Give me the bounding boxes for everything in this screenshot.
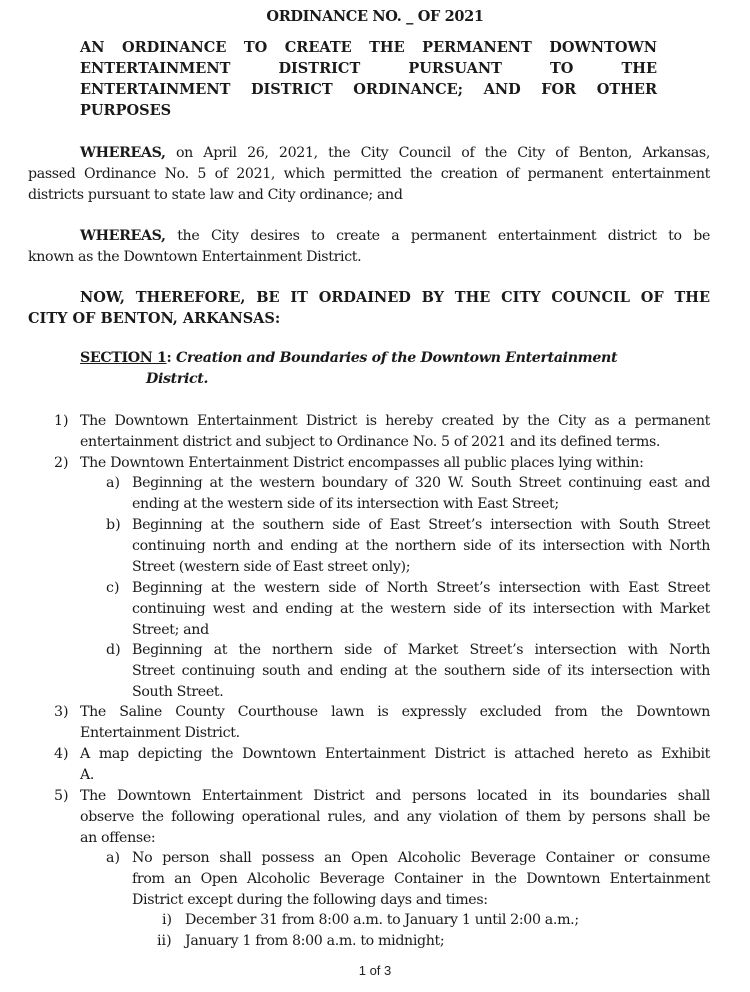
whereas-1-line: passed Ordinance No. 5 of 2021, which permitted the creation of permanent entertainment [28,166,710,182]
sub-item-text: Beginning at the western boundary of 320 W. South Street continuing east and [132,475,710,491]
roman-numeral: ii) [157,933,172,949]
list-item-text: The Saline County Courthouse lawn is expressly excluded from the Downtown [80,704,710,720]
list-number: 5) [54,788,69,804]
sub-list-letter: a) [106,475,120,491]
ordained-clause: CITY OF BENTON, ARKANSAS: [28,310,281,327]
sub-item-text: ending at the western side of its intersection with East Street; [132,496,559,512]
sub-item-text: Street; and [132,622,209,638]
list-item-text: The Downtown Entertainment District and persons located in its boundaries shall [80,788,710,804]
list-number: 2) [54,455,69,471]
sub-item-text: District except during the following days and times: [132,892,488,908]
heading-line: PURPOSES [80,102,172,119]
sub-list-letter: c) [106,580,120,596]
whereas-paragraph-1: WHEREAS, on April 26, 2021, the City Council of the City of Benton, Arkansas, [80,145,710,161]
sub-item-text: continuing north and ending at the northern side of its intersection with North [132,538,710,554]
section-1-heading: SECTION 1: Creation and Boundaries of the Downtown Entertainment [80,350,618,366]
section-label: SECTION 1 [80,350,167,366]
heading-line: AN ORDINANCE TO CREATE THE PERMANENT DOWNTOWN [80,39,657,56]
list-item-text: Entertainment District. [80,725,240,741]
sub-item-text: continuing west and ending at the western side of its intersection with Market [132,601,710,617]
sub-item-text: from an Open Alcoholic Beverage Container in the Downtown Entertainment [132,871,710,887]
whereas-label: WHEREAS, [80,145,166,161]
sub-item-text: No person shall possess an Open Alcoholic Beverage Container or consume [132,850,710,866]
list-item-text: A map depicting the Downtown Entertainment District is attached hereto as Exhibit [80,746,710,762]
sub-item-text: Street (western side of East street only); [132,559,411,575]
section-title: Creation and Boundaries of the Downtown Entertainment [176,350,618,366]
sub-list-letter: b) [106,517,121,533]
sub-item-text: South Street. [132,684,224,700]
list-item-text: A. [80,767,95,783]
list-item-text: The Downtown Entertainment District is hereby created by the City as a permanent [80,413,710,429]
page-number: 1 of 3 [358,963,392,978]
whereas-1-line: districts pursuant to state law and City ordinance; and [28,187,403,203]
list-number: 3) [54,704,69,720]
sub-list-letter: d) [106,642,121,658]
list-number: 1) [54,413,69,429]
ordinance-title: ORDINANCE NO. _ OF 2021 [266,8,484,25]
whereas-label: WHEREAS, [80,228,166,244]
list-item-text: an offense: [80,830,156,846]
list-item-text: entertainment district and subject to Ordinance No. 5 of 2021 and its defined terms. [80,434,661,450]
list-item-text: The Downtown Entertainment District encompasses all public places lying within: [80,455,644,471]
ordained-clause: NOW, THEREFORE, BE IT ORDAINED BY THE CITY COUNCIL OF THE [80,289,710,306]
sub-item-text: Street continuing south and ending at the southern side of its intersection with [132,663,710,679]
sub-item-text: Beginning at the southern side of East Street’s intersection with South Street [132,517,710,533]
roman-numeral: i) [162,912,173,928]
heading-line: ENTERTAINMENT DISTRICT ORDINANCE; AND FOR OTHER [80,81,657,98]
sub-item-text: Beginning at the western side of North Street’s intersection with East Street [132,580,710,596]
whereas-paragraph-2: WHEREAS, the City desires to create a permanent entertainment district to be [80,228,710,244]
sub-sub-item-text: December 31 from 8:00 a.m. to January 1 until 2:00 a.m.; [185,912,579,928]
heading-line: ENTERTAINMENT DISTRICT PURSUANT TO THE [80,60,657,77]
sub-sub-item-text: January 1 from 8:00 a.m. to midnight; [185,933,445,949]
section-title-line-2: District. [146,371,209,387]
whereas-2-line: known as the Downtown Entertainment District. [28,249,362,265]
list-number: 4) [54,746,69,762]
list-item-text: observe the following operational rules, and any violation of them by persons shall be [80,809,710,825]
sub-list-letter: a) [106,850,120,866]
sub-item-text: Beginning at the northern side of Market Street’s intersection with North [132,642,710,658]
